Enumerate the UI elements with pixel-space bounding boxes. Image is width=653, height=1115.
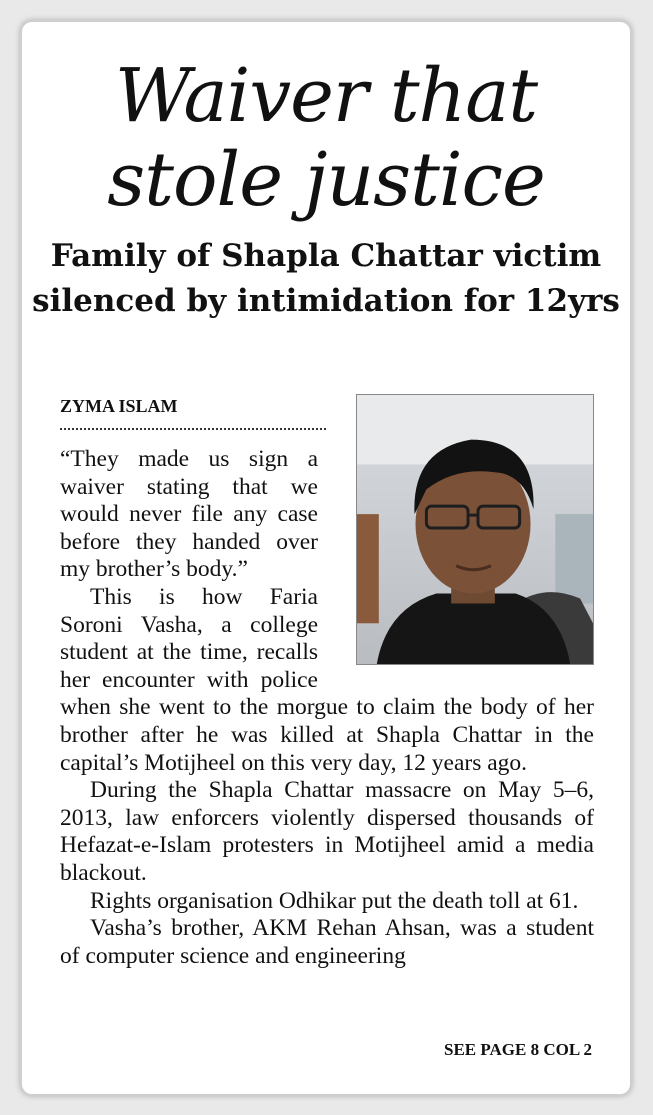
byline: ZYMA ISLAM [60,396,178,416]
headline: Waiver that stole justice [107,53,545,223]
article-paragraph: Rights organisation Odhikar put the death toll at 61. [90,887,579,914]
photo-wrap-spacer [328,446,594,682]
article-paragraph: This is how Faria Soroni Vasha, a college student at the time, recalls her encounter with police when she went to the morgue to claim the body of her brother after he was killed at Shapla Chattar in the capital’s Motijheel on this very day, 12 years ago. [60,583,594,776]
article-body [60,446,594,970]
article-paragraph: “They made us sign a waiver stating that we would never file any case before they handed over my brother’s body.” [60,446,318,583]
byline-divider [60,428,326,430]
continuation-link[interactable]: SEE PAGE 8 COL 2 [444,1040,592,1059]
article-paragraph: Vasha’s brother, AKM Rehan Ahsan, was a student of computer science and engineering [60,915,594,969]
subheadline: Family of Shapla Chattar victim silenced by intimidation for 12yrs [32,238,620,319]
article-paragraph: During the Shapla Chattar massacre on May 5–6, 2013, law enforcers violently dispersed thousands of Hefazat-e-Islam protesters in Motijheel amid a media blackout. [60,777,594,886]
news-clipping [20,20,632,1096]
